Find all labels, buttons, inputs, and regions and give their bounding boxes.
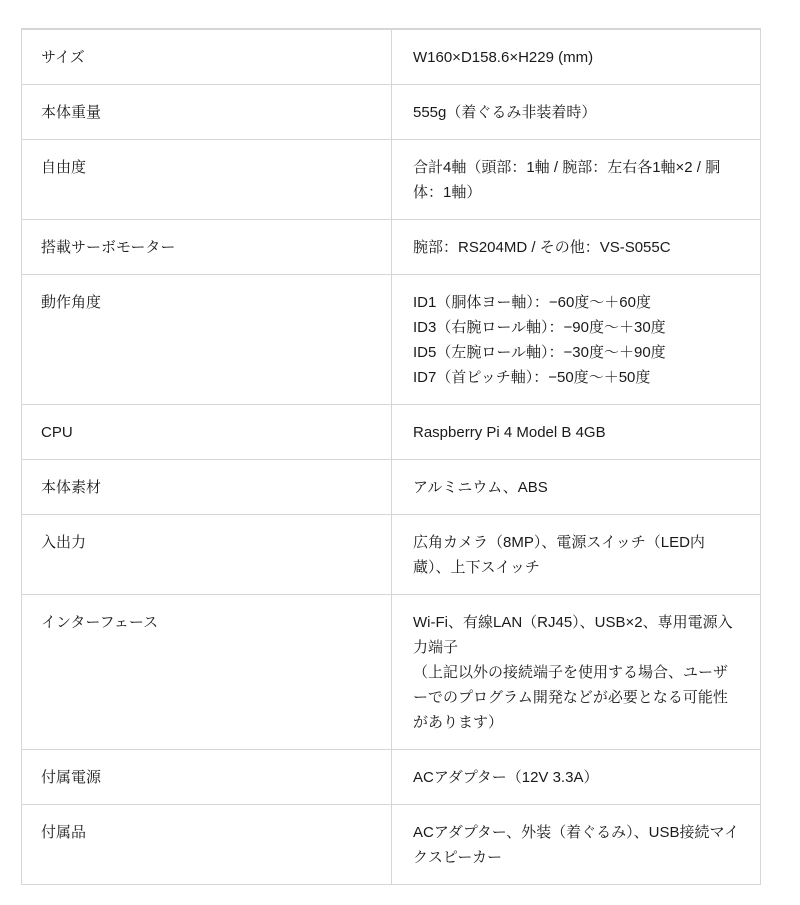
value-line: 555g（着ぐるみ非装着時）: [413, 104, 597, 121]
table-row: [22, 84, 760, 139]
row-value: [391, 220, 760, 274]
table-row: [22, 29, 760, 84]
value-line: ACアダプター（12V 3.3A）: [413, 769, 599, 786]
row-label: 本体素材: [41, 479, 102, 496]
value-line: ID7（首ピッチ軸）：−50度〜＋50度: [413, 369, 651, 386]
row-label: インターフェース: [41, 614, 159, 631]
row-value: [391, 595, 760, 749]
row-label: 入出力: [41, 534, 87, 551]
table-row: [22, 749, 760, 804]
value-line: （上記以外の接続端子を使用する場合、ユーザーでのプログラム開発などが必要となる可能性があります）: [413, 664, 729, 731]
table-row: [22, 404, 760, 459]
row-label: 搭載サーボモーター: [41, 239, 176, 256]
row-label: 自由度: [41, 159, 87, 176]
table-row: [22, 219, 760, 274]
row-value: [391, 140, 760, 219]
value-line: 腕部：RS204MD / その他：VS-S055C: [413, 239, 671, 256]
table-row: [22, 139, 760, 219]
value-line: ID1（胴体ヨー軸）：−60度〜＋60度: [413, 294, 651, 311]
row-value: [391, 750, 760, 804]
table-row: [22, 514, 760, 594]
spec-table: [21, 28, 761, 885]
row-value: [391, 805, 760, 884]
value-line: ACアダプター、外装（着ぐるみ）、USB接続マイクスピーカー: [413, 824, 740, 866]
value-line: 広角カメラ（8MP）、電源スイッチ（LED内蔵）、上下スイッチ: [413, 534, 705, 576]
table-row: [22, 274, 760, 404]
value-line: 合計4軸（頭部：1軸 / 腕部：左右各1軸×2 / 胴体：1軸）: [413, 159, 721, 201]
row-value: [391, 405, 760, 459]
row-value: [391, 515, 760, 594]
table-row: [22, 459, 760, 514]
row-value: [391, 30, 760, 84]
row-value: [391, 85, 760, 139]
table-row: [22, 594, 760, 749]
value-line: ID3（右腕ロール軸）：−90度〜＋30度: [413, 319, 666, 336]
row-label: CPU: [41, 424, 73, 441]
row-label: 本体重量: [41, 104, 102, 121]
row-label: 付属品: [41, 824, 87, 841]
row-label: サイズ: [41, 49, 85, 66]
row-label: 付属電源: [41, 769, 102, 786]
value-line: W160×D158.6×H229 (mm): [413, 49, 594, 66]
row-value: [391, 275, 760, 404]
table-row: [22, 804, 760, 884]
value-line: Wi-Fi、有線LAN（RJ45）、USB×2、専用電源入力端子: [413, 614, 733, 656]
value-line: アルミニウム、ABS: [413, 479, 548, 496]
value-line: ID5（左腕ロール軸）：−30度〜＋90度: [413, 344, 666, 361]
row-label: 動作角度: [41, 294, 102, 311]
row-value: [391, 460, 760, 514]
value-line: Raspberry Pi 4 Model B 4GB: [413, 424, 606, 441]
